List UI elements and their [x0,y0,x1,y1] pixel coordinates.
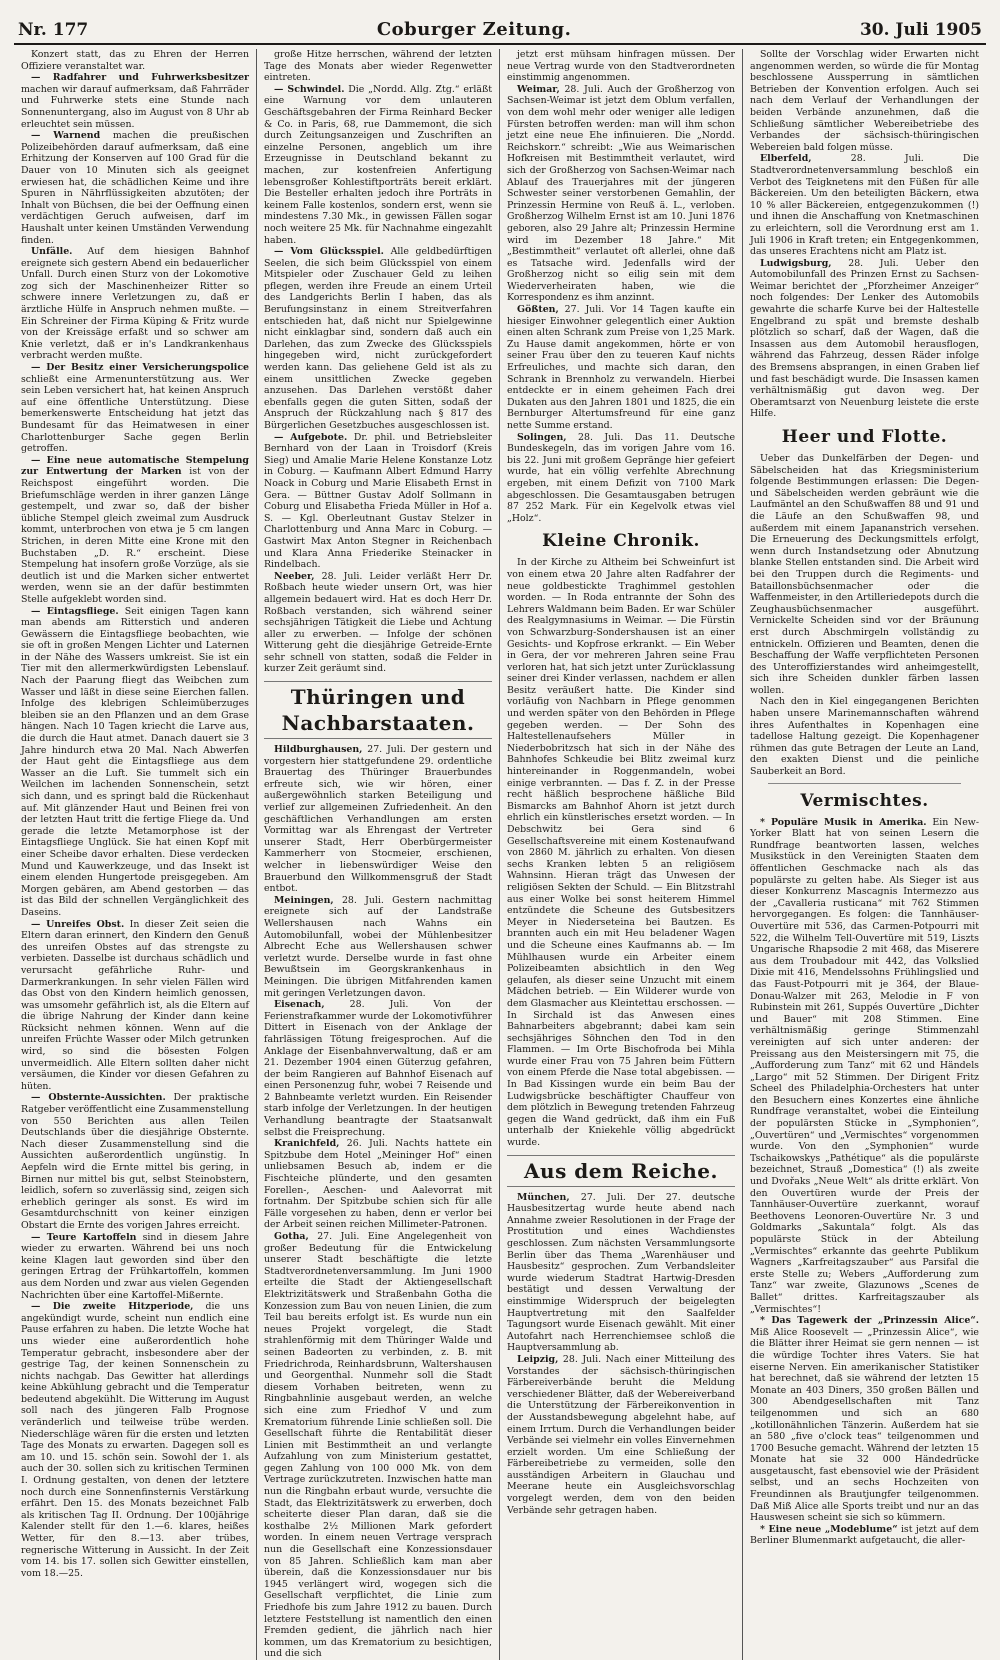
section-heading: Vermischtes. [800,790,929,811]
article-paragraph [264,895,492,999]
article-lead: Hildburghausen, [274,744,363,756]
article-text: 28. Juli. Die Stadtverordnetenversammlung beschloß ein Verbot des Teigknetens mit den Füßen für alle Bäckereien. Um den beteiligten Bäckern, etwa 10 % aller Bäckereien, entgegenzukommen (!) und ihnen die Anschaffung von Knetmaschinen zu erleichtern, soll die Verordnung erst am 1. Juli 1906 in Kraft treten; ein Entgegenkommen, das unseres Erachtens nicht am Platz ist. [750,153,979,258]
article-lead: — Vom Glücksspiel. [274,246,384,258]
column-3 [500,49,743,1660]
article-text: ist von der Reichspost eingeführt worden. Die Briefumschläge werden in ihrer ganzen Länge gestempelt, und zwar so, daß der bisher übliche Stempel gleich zweimal zum Ausdruck kommt, unterbrochen von etwa je 5 cm langen Strichen, in deren Mitte eine Krone mit den Buchstaben „D. R.“ erscheint. Diese Stempelung hat insofern große Vorzüge, als sie deutlich ist und die Marken sicher entwertet werden, wenn sie an der dafür bestimmten Stelle aufgeklebt worden sind. [21,466,249,605]
article-text: 28. Juli. Das 11. Deutsche Bundeskegeln, das im vorigen Jahre vom 16. bis 22. Juni mit großem Gepränge hier gefeiert wurde, hat ein völlig verfehlte Abrechnung ergeben, mit einem Defizit von 7100 Mark abgeschlossen. Die Gesamtausgaben betrugen 87 252 Mark. Für ein Kegelvolk etwas viel „Holz“. [507,431,735,524]
article-paragraph [21,919,249,1093]
article-paragraph [264,49,492,84]
article-text: große Hitze herrschen, während der letzten Tage des Monats aber wieder Regenwetter eintreten. [264,49,492,84]
article-text: Alle geldbedürftigen Seelen, die sich beim Glücksspiel von einem Mitspieler oder Zuschauer Geld zu leihen pflegen, werden ihre Freude an einem Urteil des Landgerichts Berlin I haben, das als Berufungsinstanz in einem Streitverfahren entschieden hat, daß nicht nur Spielgewinne nicht einklagbar sind, sondern daß auch ein Darlehen, das zum Zwecke des Glücksspiels hingegeben wird, nicht zurückgefordert werden kann. Das geliehene Geld ist als zu einem unsittlichen Zwecke gegeben anzusehen. Das Darlehen verstößt daher ebenfalls gegen die guten Sitten, sodaß der Anspruch der Rückzahlung nach § 817 des Bürgerlichen Gesetzbuches ausgeschlossen ist. [264,246,492,431]
article-text: Der praktische Ratgeber veröffentlicht eine Zusammenstellung von 550 Berichten aus allen Teilen Deutschlands über die diesjährige Obsternte. Nach dieser Zusammenstellung sind die Aussichten außerordentlich ungünstig. In Aepfeln wird die Ernte mittel bis gering, in Birnen nur mittel bis gut, selbst Steinobstern, leidlich, sofern so zuverlässig sind, zeigen sich erheblich geringer als sonst. Es wird im Gesamtdurchschnitt von keiner einzigen Obstart die Ernte des vorigen Jahres erreicht. [21,1092,249,1231]
article-text: Seit einigen Tagen kann man abends am Ritterstich und anderen Gewässern die Eintagsfliege beobachten, wie sie oft in großen Mengen Lichter und Laternen in der Nähe des Wassers umkreist. Sie ist ein Tier mit den allermerkwürdigsten Lebenslauf. Nach der Paarung fliegt das Weibchen zum Wasser und läßt in diese seine Eierchen fallen. Infolge des klebrigen Schleimüberzuges bleiben sie an den Pflanzen und an dem Grase hängen. Nach 10 Tagen kriecht die Larve aus, die durch die Haut atmet. Danach dauert sie 3 Jahre hindurch etwa 20 Mal. Nach Abwerfen der Haut geht die Eintagsfliege aus dem Wasser an die Luft. Sie tummelt sich ein Weilchen im lachenden Sonnenschein, setzt sich dann, und es springt bald die Rückenhaut auf. Mit glänzender Haut und Beinen frei von der letzten Haut tritt die fertige Fliege da. Und gerade die letzte Metamorphose ist der Eintagsfliege Unglück. Sie hat einen Kopf mit einer Scheibe davor erhalten. Diese verdecken Mund und Kauwerkzeuge, und das Insekt ist einem elenden Hungertode preisgegeben. Am Morgen gebären, am Abend gestorben — das ist das Bild der schnellen Vergänglichkeit des Daseins. [21,605,250,918]
article-paragraph [750,49,979,153]
article-paragraph [750,696,979,777]
article-paragraph [507,49,735,84]
article-lead: Kranichfeld, [274,1138,340,1150]
article-text: In der Kirche zu Altheim bei Schweinfurt ist von einem etwa 20 Jahre alten Radfahrer der neue goldbestickte Traghimmel gestohlen worden. — In Roda entrannte der Sohn des Lehrers Waldmann beim Baden. Er war Schüler des Realgymnasiums in Weimar. — Die Fürstin von Schwarzburg-Sondershausen ist an einer Gesichts- und Kopfrose erkrankt. — Ein Weber in Gera, der vor mehreren Jahren seine Frau verloren hat, hat sich jetzt unter Zurücklassung seiner drei Kinder verlassen, nachdem er allen Besitz veräußert hatte. Die Kinder sind vorläufig von Nachbarn in Pflege genommen und werden später von den Behörden in Pflege gegeben werden. — Der Sohn des Haltestellenaufsehers Müller in Niederbobritzsch hat sich in der Nähe des Bahnhofes Schkeudie bei Blitz zweimal kurz hintereinander in Roggenmandeln, wobei einige verbrannten. — Das f. Z. in der Presse recht häßlich besprochene häßliche Bild Bismarcks am Bahnhof Ahorn ist jetzt durch ehrlich ein künstlerisches ersetzt worden. — In Debschwitz bei Gera sind 6 Gesellschaftsvereine mit einem Kostenaufwand von 2860 M. jährlich zu erhalten. Von diesen sechs Kranken lebten 5 an religiösem Wahnsinn. Hieran trägt das Unwesen der religiösen Sekten der Schuld. — Ein Blitzstrahl aus einer Wolke bei sonst heiterem Himmel entzündete die Scheune des Gutsbesitzers Meyer in Niederseteina bei Bautzen. Es brannten auch ein mit Heu beladener Wagen und die Scheune eines Kaufmanns ab. — Im Mühlhausen wurde ein Arbeiter einem Polizeibeamten absichtlich in den Weg gelaufen, als dieser seine Unzucht mit einem Mädchen betrieb. — Ein Wilderer wurde von dem Glasmacher aus Kleintettau erschossen. — In Sirchald ist das Anwesen eines Bahnarbeiters abgebrannt; dabei kam sein sechsjähriges Söhnchen den Tod in den Flammen. — Im Orte Bischofroda bei Mihla wurde einer Frau von 75 Jahren beim Füttern von einem Pferde die Nase total abgebissen. — In Bad Kissingen wurde ein beim Bau der Ludwigsbrücke beschäftigter Chauffeur von dem plötzlich in Bewegung tretenden Fahrzeug gegen die Wand gedrückt, daß ihm ein Fuß unterhalb der Kniekehle völlig abgedrückt wurde. [507,557,735,1149]
masthead [14,14,986,45]
article-lead: — Obsternte-Aussichten. [31,1092,166,1104]
article-lead: Meiningen, [274,894,334,906]
article-paragraph [264,1138,492,1231]
article-text: Ein New-Yorker Blatt hat von seinen Lesern die Rundfrage beantworten lassen, welches Musikstück in den Vereinigten Staaten dem öffentlichen Geschmacke nach als das populärste zu gelten habe. Als Sieger ist aus dieser Konkurrenz Mascagnis Intermezzo aus der „Cavalleria rusticana“ mit 762 Stimmen hervorgegangen. Es folgen: die Tannhäuser-Ouvertüre mit 536, das Carmen-Potpourri mit 522, die Wilhelm Tell-Ouvertüre mit 519, Liszts Ungarische Rhapsodie 2 mit 468, das Miserere aus dem Troubadour mit 442, das Volkslied Dixie mit 416, Mendelssohns Frühlingslied und das Faust-Potpourri mit je 364, der Blaue-Donau-Walzer mit 263, Melodie in F von Rubinstein mit 261, Suppés Ouvertüre „Dichter und Bauer“ mit 208 Stimmen. Eine verhältnismäßig geringe Stimmenzahl vereinigten auf sich unter anderen: der Preissang aus den Meistersingern mit 75, die „Aufforderung zum Tanz“ mit 62 und Händels „Largo“ mit 52 Stimmen. Der Dirigent Fritz Scheel des Philadelphia-Orchesters hat unter den Besuchern eines Konzertes eine ähnliche Rundfrage veranstaltet, wobei die Einteilung der populärsten Stücke in „Symphonien“, „Ouvertüren“ und „Vermischtes“ vorgenommen wurde. Von den „Symphonien“ wurde Tschaikowskys „Pathétique“ als die populärste bezeichnet, Strauß „Domestica“ (!) als zweite und Dvořaks „Neue Welt“ als dritte erklärt. Von den Ouvertüren wurde der Preis der Tannhäuser-Ouvertüre zuerkannt, worauf Beethovens Leonoren-Ouvertüre Nr. 3 und Goldmarks „Sakuntala“ folgt. Als das populärste Stück in der Abteilung „Vermischtes“ erkannte das geehrte Publikum Wagners „Karfreitagszauber“ aus Parsifal die erste Stelle zu; Webers „Aufforderung zum Tanz“ war zweite, Glazunows „Scenes de Ballet“ drittes. Karfreitagszauber als „Vermischtes“! [750,816,979,1315]
article-lead: — Unreifes Obst. [31,918,125,930]
article-text: Ueber das Dunkelfärben der Degen- und Säbelscheiden hat das Kriegsministerium folgende Bestimmungen erlassen: Die Degen- und Säbelscheiden werden gebräunt wie die Laufmäntel an den Schußwaffen 88 und 91 und die Läufe an den Schußwaffen 98, und außerdem mit einem Japananstrich versehen. Die Erneuerung des Deckungsmittels erfolgt, wenn durch Instandsetzung oder Abnutzung blanke Stellen entstanden sind. Die Arbeit wird bei den Truppen durch die Regiments- und Bataillonsbüchsenmacher oder die Waffenmeister, in den Artilleriedepots durch die Zeughausbüchsenmacher ausgeführt. Vernickelte Scheiden sind vor der Bräunung erst durch Abschmirgeln vollständig zu entnickeln. Offizieren und Beamten, denen die Beschaffung der Waffe verpflichteten Personen des Unteroffizierstandes wird anheimgestellt, sich ihre Scheiden dunkler färben lassen wollen. [750,453,979,696]
section-heading: Heer und Flotte. [781,427,948,447]
column-4 [743,49,986,1660]
article-paragraph [750,258,979,420]
article-lead: Ludwigsburg, [760,257,832,269]
article-text: 28. Juli. Von der Ferienstrafkammer wurde der Lokomotivführer Dittert in Eisenach von der Anklage der fahrlässigen Tötung freigesprochen. Auf die Anklage der Eisenbahnverwaltung, daß er am 21. Dezember 1904 einen Güterzug gefahren, der beim Rangieren auf Bahnhof Eisenach auf einen Personenzug fuhr, wobei 7 Reisende und 2 Bahnbeamte verletzt wurden. Ein Reisender starb infolge der Verletzungen. In der heutigen Verhandlung beantragte der Staatsanwalt selbst die Freisprechung. [264,999,492,1138]
issue-date: 30. Juli 1905 [859,20,982,40]
newspaper-title: Coburger Zeitung. [376,19,572,40]
article-text: sind in diesem Jahre wieder zu erwarten. Während bei uns noch keine Klagen laut geworden sind über den geringen Ertrag der Frühkartoffeln, kommen aus dem Norden und zwar aus vielen Gegenden Nachrichten über eine Kartoffel-Mißernte. [21,1231,249,1301]
article-text: schließt eine Armenunterstützung aus. Wer sein Leben versichert hat, hat keinen Anspruch auf eine öffentliche Unterstützung. Diese bemerkenswerte Entscheidung hat jetzt das Bundesamt für das Heimatwesen in einer Charlottenburger Sache gegen Berlin getroffen. [21,373,249,455]
article-paragraph [507,84,735,304]
article-paragraph [264,84,492,246]
article-paragraph [264,1231,492,1660]
article-paragraph [750,817,979,1316]
article-paragraph [507,1192,735,1354]
article-text: 28. Juli. Auch der Großherzog von Sachsen-Weimar ist jetzt dem Oblum verfallen, von dem wohl mehr oder weniger alle ledigen Fürsten betroffen werden: man will ihm schon jetzt eine neue Ehe infinuieren. Die „Nordd. Reichskorr.“ schreibt: „Wie aus Weimarischen Hofkreisen mit Bestimmtheit verlautet, wird sich der Großherzog von Sachsen-Weimar nach Ablauf des Trauerjahres mit der jüngeren Schwester seiner verstorbenen Gemahlin, der Prinzessin Hermine von Reuß ä. L., verloben. Großherzog Wilhelm Ernst ist am 10. Juni 1876 geboren, also 29 Jahre alt; Prinzessin Hermine wird im Dezember 18 Jahre.“ Mit „Bestimmtheit“ verlautet oft allerlei, ohne daß es Tatsache wird. Jedenfalls wird der Großherzog nicht so eilig sein mit dem Wiederverheiraten haben, wie die Korrespondenz es ihm anzinnt. [507,83,736,304]
article-paragraph [264,571,492,675]
article-lead: Gotha, [274,1231,309,1242]
article-text: Sollte der Vorschlag wider Erwarten nicht angenommen werden, so würde die für Montag beschlossene Aussperrung in sämtlichen Betrieben der Konvention erfolgen. Auch sei nach dem Verlauf der Verhandlungen der beiden Verbände anzunehmen, daß die Schließung sämtlicher Webereibetriebe des Verbandes der sächsisch-thüringischen Webereien bald folgen müsse. [750,49,979,153]
article-paragraph [21,72,249,130]
article-paragraph [750,1315,979,1524]
article-paragraph [21,1092,249,1231]
article-lead: München, [517,1191,570,1203]
article-paragraph [507,432,735,525]
article-paragraph [507,304,735,432]
article-text: die uns angekündigt wurde, scheint nun endlich eine Pause erfahren zu haben. Die letzte Woche hat uns wieder eine außerordentlich hohe Temperatur gebracht, insbesondere aber der gestrige Tag, der keinen Sonnenschein zu nichts nachgab. Das Gewitter hat allerdings keine Abkühlung gebracht und die Temperatur bedeutend abgekühlt. Die Witterung im August soll nach des jüngeren Falb Prognose veränderlich und teilweise trübe werden. Niederschläge wären für die ersten und letzten Tage des Monats zu erwarten. Dagegen soll es am 10. und 15. schön sein. Sowohl der 1. als auch der 30. sollen sich zu kritischen Terminen I. Ordnung gestalten, von denen der letztere noch durch eine Sonnenfinsternis Verstärkung erfährt. Den 15. des Monats bezeichnet Falb als kritischen Tag II. Ordnung. Der 100jährige Kalender stellt für den 1.—6. klares, heißes Wetter, für den 8.—13. aber trübes, regnerische Witterung in Aussicht. In der Zeit vom 14. bis 17. sollen sich Gewitter einstellen, vom 18.—25. [21,1301,249,1579]
article-text: Konzert statt, das zu Ehren der Herren Offiziere veranstaltet war. [21,49,249,72]
article-lead: — Aufgebote. [274,431,348,443]
article-text: 27. Juli. Vor 14 Tagen kaufte ein hiesiger Einwohner gelegentlich einer Auktion einen alten Schrank zum Preise von 1,25 Mark. Zu Hause damit angekommen, hörte er von seiner Frau über den zu teueren Kauf nichts Erfreuliches, und machte sich daran, den Schrank in Brennholz zu verwandeln. Hierbei entdeckte er in einem geheimen Fach drei Dukaten aus den Jahren 1801 und 1825, die ein Bernburger Altertumsfreund für eine ganz nette Summe erstand. [507,304,735,431]
article-paragraph [264,744,492,895]
divider [768,783,961,784]
article-paragraph [21,246,249,362]
column-1 [14,49,257,1660]
article-lead: — Der Besitz einer Versicherungspolice [31,362,249,374]
article-text: In dieser Zeit seien die Eltern daran erinnert, den Kindern den Genuß des unreifen Obstes auf das strengste zu verbieten. Dasselbe ist durchaus schädlich und verursacht gefährliche Ruhr- und Darmerkrankungen. In sehr vielen Fällen wird das Obst von den Kindern heimlich genossen, was umsomehr gefährlich ist, als die Eltern auf die übrige Nahrung der Kinder dann keine Rücksicht nehmen können. Wenn auf die unreifen Früchte Wasser oder Milch getrunken wird, so sind die bösesten Folgen unvermeidlich. Alle Eltern sollten daher nicht versäumen, die Kinder vor diesen Gefahren zu hüten. [21,918,249,1092]
article-paragraph [21,49,249,72]
article-lead: Gößten, [517,304,559,316]
article-lead: * Das Tagewerk der „Prinzessin Alice“. [760,1315,979,1327]
article-paragraph [264,999,492,1138]
article-paragraph [507,557,735,1148]
article-text: 27. Juli. Der gestern und vorgestern hier stattgefundene 29. ordentliche Brauertag des Thüringer Brauerbundes erfreute sich, wie wir hören, einer außergewöhnlich starken Beteiligung und verlief zur allgemeinen Zufriedenheit. An den geschäftlichen Verhandlungen am ersten Vormittag war als Ehrengast der Vertreter unserer Stadt, Herr Oberbürgermeister Kammerherr von Stocmeier, erschienen, welcher in liebenswürdiger Weise den Brauerbund den Willkommensgruß der Stadt entbot. [264,744,492,895]
article-lead: Eisenach, [274,999,325,1011]
article-paragraph [264,432,492,571]
article-lead: Unfälle. [31,246,73,258]
section-heading: Thüringen und Nachbarstaaten. [264,681,492,739]
article-lead: — Schwindel. [274,83,345,95]
article-lead: Leipzig, [517,1353,559,1365]
article-lead: Solingen, [517,431,567,443]
article-text: Dr. phil. und Betriebsleiter Bernhard von der Laan in Troisdorf (Kreis Sieg) und Amalie Marie Helene Konstanze Lotz in Coburg. — Kaufmann Albert Edmund Harry Noack in Coburg und Marie Elisabeth Ernst in Gera. — Büttner Gustav Adolf Sollmann in Coburg und Elisabetha Frieda Müller in Hof a. S. — Kgl. Oberleutnant Gustav Stelzer in Charlottenburg und Anna Marc in Coburg. — Gastwirt Max Anton Stegner in Reichenbach und Klara Anna Friederike Steinacker in Rindelbach. [264,431,492,571]
article-text: machen die preußischen Polizeibehörden darauf aufmerksam, daß eine Erhitzung der Konserven auf 100 Grad für die Dauer von 10 Minuten sich als geeignet erwiesen hat, die schädlichen Keime und ihre Spuren in Nährflüssigkeiten abzutöten; der Inhalt von Büchsen, die bei der Oeffnung einen verdächtigen Geruch aufweisen, darf im Haushalt unter keinen Umständen Verwendung finden. [21,130,249,246]
article-paragraph [21,1232,249,1302]
article-paragraph [507,1354,735,1516]
article-text: 28. Juli. Leider verläßt Herr Dr. Roßbach heute wieder unsern Ort, was hier allgemein bedauert wird. Hat es doch Herr Dr. Roßbach verstanden, sich während seiner sechsjährigen Tätigkeit die Liebe und Achtung aller zu erwerben. — Infolge der schönen Witterung geht die diesjährige Getreide-Ernte sehr schnell von statten, sodaß die Felder in kurzer Zeit geräumt sind. [264,570,493,675]
columns-container [14,49,986,1660]
article-text: 28. Juli. Nach einer Mitteilung des Vorstandes der sächsisch-thüringischen Färbereiverbände beruht die Meldung verschiedener Blätter, daß der Webereiverband die Unterstützung der Färbereikonvention in der Ausstandsbewegung abgelehnt habe, auf einem Irrtum. Durch die Verhandlungen beider Verbände sei vielmehr ein volles Einvernehmen erzielt worden. Um eine Schließung der Färbereibetriebe zu vermeiden, solle den ausständigen Arbeitern in Glauchau und Meerane heute ein Ausgleichsvorschlag vorgelegt werden, dem von den beiden Verbände sehr getragen haben. [507,1353,735,1516]
article-text: Die „Nordd. Allg. Ztg.“ erläßt eine Warnung vor dem unlauteren Geschäftsgebahren der Firma Reinhard Becker & Co. in Paris, 68, rue Dammemont, die sich durch Zeitungsanzeigen und Zuschriften an einzelne Personen, angeblich um ihre Erzeugnisse in Deutschland bekannt zu machen, zur kostenfreien Anfertigung lebensgroßer Kohlestiftporträts bereit erklärt. Die Besteller erhalten jedoch ihre Porträts in keinem Falle kostenlos, sondern erst, wenn sie mindestens 7.30 Mk., in gewissen Fällen sogar noch weitere 25 Mk. für Nachnahme eingezahlt haben. [264,83,492,246]
article-lead: — Eintagsfliege. [31,605,119,617]
article-paragraph [264,246,492,432]
article-text: 28. Juli. Gestern nachmittag ereignete sich auf der Landstraße Wellershausen nach Wahns ein Automobilunfall, wobei der Mühlenbesitzer Albrecht Eche aus Wellershausen schwer verletzt wurde. Derselbe wurde in fast ohne Bewußtsein im Georgskrankenhaus in Meiningen. Die übrigen Mitfahrenden kamen mit geringen Verletzungen davon. [264,894,492,999]
article-lead: — Warnend [31,130,101,142]
article-lead: — Die zweite Hitzperiode, [31,1301,194,1313]
article-lead: — Eine neue automatische Stempelung zur Entwertung der Marken [21,454,249,478]
article-text: ist jetzt auf dem Berliner Blumenmarkt aufgetaucht, die aller- [750,1523,980,1547]
article-lead: — Teure Kartoffeln [31,1231,137,1243]
article-lead: — Radfahrer und Fuhrwerksbesitzer [31,72,249,84]
article-paragraph [750,453,979,696]
article-text: Miß Alice Roosevelt — „Prinzessin Alice“, wie die Blätter ihrer Heimat sie gern nennen — ist die würdige Tochter ihres Vaters. Sie hat eiserne Nerven. Ein amerikanischer Statistiker hat berechnet, daß sie während der letzten 15 Monate an 403 Diners, 350 großen Bällen und 300 Abendgesellschaften mit Tanz teilgenommen und sich an 680 „kotillonähnlichen Tänzerin. Außerdem hat sie an 580 „five o'clock teas“ teilgenommen und 1700 Besuche gemacht. Während der letzten 15 Monate hat sie 32 000 Händedrücke ausgetauscht, fast ebensoviel wie der Präsident selbst, und an sechs Hochzeiten von Freundinnen als Brautjungfer teilgenommen. Daß Miß Alice alle Sports treibt und nur an das Hauswesen scheint sie sich so kümmern. [750,1326,980,1524]
article-paragraph [21,606,249,919]
section-heading: Kleine Chronik. [542,531,700,552]
article-paragraph [750,1524,979,1547]
article-lead: Neeber, [274,570,315,582]
article-text: 27. Juli. Eine Angelegenheit von großer Bedeutung für die Entwickelung unserer Stadt beschäftigte die letzte Stadtverordnetenversammlung. Im Juni 1900 erteilte die Stadt der Aktiengesellschaft Elektrizitätswerk und Straßenbahn Gotha die Konzession zum Bau von neuen Linien, die zum Teil bau bereits erfolgt ist. Es wurde nun ein neues Projekt vorgelegt, die Stadt strahlenförmig mit dem Thüringer Walde und seinen Badeorten zu verbinden, z. B. mit Friedrichroda, Reinhardsbrunn, Waltershausen und Georgenthal. Nunmehr soll die Stadt diesem Vorhaben beitreten, wenn zu Ringbahnlinie ausgebaut werden, an welche sich eine zum Friedhof V und zum Krematorium führende Linie schließen soll. Die Gesellschaft führte die Rentabilität dieser Linien mit Bestimmtheit an und verlangte Aufzahlung von zum Ministerium gestattet, gegen Zahlung von 100 000 Mk. von dem Vertrage zurückzutreten. Inzwischen hatte man nun die Ringbahn erbaut wurde, versuchte die Stadt, das Elektrizitätswerk zu erwerben, doch scheiterte dieser Plan daran, daß sie die kosthalbe 2½ Millionen Mark gefordert worden. In einem neuen Vertrage versprach nun die Gesellschaft eine Konzessionsdauer von 85 Jahren. Schließlich kam man aber überein, daß die Konzessionsdauer nur bis 1945 verlängert wird, wogegen sich die Gesellschaft verpflichtet, die Linie zum Friedhofe bis zum Jahre 1912 zu bauen. Durch letztere Feststellung ist namentlich den einen Fremden gedient, die jährlich nach hier kommen, um das Krematorium zu besichtigen, und die sich [264,1231,492,1660]
article-lead: Elberfeld, [760,153,812,165]
article-paragraph [21,1301,249,1579]
article-text: 27. Juli. Der 27. deutsche Hausbesitzertag wurde heute abend nach Annahme zweier Resolutionen in der Frage der Prostitution und eines Wachdienstes geschlossen. Zum nächsten Versammlungsorte Berlin über das Thema „Warenhäuser und Hausbesitz“ gesprochen. Zum Verbandsleiter wurde wiederum Stadtrat Hartwig-Dresden bestätigt und dessen Verwaltung der einstimmige Widerspruch der beigelegten Hauptvertretung mit den Saalfelder Tagungsort wurde Eisenach gewählt. Mit einer Autofahrt nach Herrenchiemsee schloß die Hauptversammlung ab. [507,1191,736,1354]
article-paragraph [750,153,979,257]
article-text: 26. Juli. Nachts hattete ein Spitzbube dem Hotel „Meininger Hof“ einen unliebsamen Besuch ab, indem er die Fischteiche plünderte, und den gesamten Forellen-, Aeschen- und Aalevorrat mit fortnahm. Der Spitzbube schien sich für alle Fälle vorgesehen zu haben, denn er verlor bei der Arbeit seinen reichen Millimeter-Patronen. [264,1138,493,1231]
article-text: 28. Juli. Ueber den Automobilunfall des Prinzen Ernst zu Sachsen-Weimar berichtet der „Pforzheimer Anzeiger“ noch folgendes: Der Lenker des Automobils gewahrte die scharfe Kurve bei der Haltestelle Engelbrand zu spät und bremste deshalb plötzlich so scharf, daß der Wagen, daß die Insassen aus dem Automobil herausflogen, während das Fahrzeug, dessen Räder infolge des Bremsens absprangen, in einen Graben lief und fast beschädigt wurde. Die Insassen kamen verhältnismäßig gut davon weg. Der Oberamtsarzt von Neuenburg leistete die erste Hilfe. [750,257,979,420]
article-paragraph [21,455,249,606]
article-text: jetzt erst mühsam hinfragen müssen. Der neue Vertrag wurde von den Stadtverordneten einstimmig angenommen. [507,49,735,84]
article-lead: * Populäre Musik in Amerika. [760,816,927,828]
section-heading: Aus dem Reiche. [507,1155,735,1187]
article-lead: Weimar, [517,83,560,95]
issue-number: Nr. 177 [18,20,89,40]
article-paragraph [21,362,249,455]
article-text: machen wir darauf aufmerksam, daß Fahrräder und Fuhrwerke stets eine Stunde nach Sonnenuntergang, also im August von 8 Uhr ab erleuchtet sein müssen. [21,83,249,130]
article-paragraph [21,130,249,246]
article-text: Auf dem hiesigen Bahnhof ereignete sich gestern Abend ein bedauerlicher Unfall. Durch einen Sturz von der Lokomotive zog sich der Maschinenheizer Ritter so schwere innere Verletzungen zu, daß er ärztliche Hülfe in Anspruch nehmen mußte. — Ein Schreiner der Firma Küping & Fritz wurde von der Kreissäge erfaßt und so schwer am Knie verletzt, daß er in's Landkrankenhaus verbracht werden mußte. [21,246,249,362]
article-lead: * Eine neue „Modeblume“ [760,1523,898,1535]
column-2 [257,49,500,1660]
article-text: Nach den in Kiel eingegangenen Berichten haben unsere Marinemannschaften während ihres Aufenthaltes in Kopenhagen eine tadellose Haltung gezeigt. Die Kopenhagener rühmen das gute Betragen der Leute an Land, den exakten Dienst und die peinliche Sauberkeit an Bord. [750,696,979,778]
